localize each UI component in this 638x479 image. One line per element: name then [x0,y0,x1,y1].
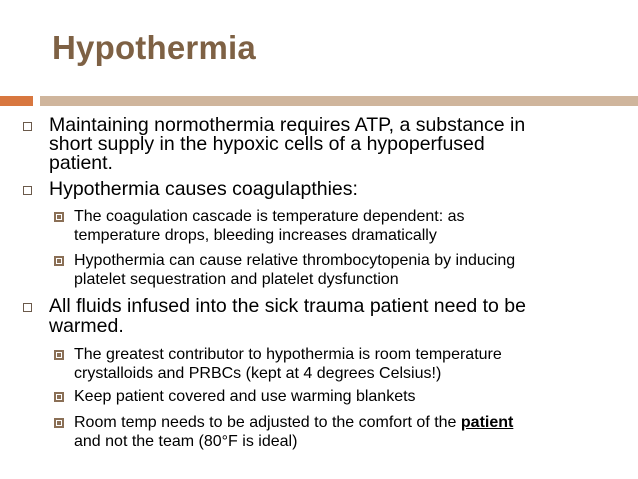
subbullet-3-3-line-1 [74,415,513,431]
filled-square-bullet-icon [54,212,64,222]
emphasis-patient: patient [460,414,514,431]
subbullet-3-1-line-2: crystalloids and PRBCs (kept at 4 degrees Celsius!) [74,365,442,382]
bullet-1-line-2: short supply in the hypoxic cells of a hypoperfused [49,133,485,155]
bullet-3-line-1: All fluids infused into the sick trauma patient need to be [49,295,526,317]
subbullet-2-2-line-2: platelet sequestration and platelet dysfunction [74,271,399,288]
filled-square-bullet-icon [54,350,64,360]
subbullet-2-1-line-2: temperature drops, bleeding increases dramatically [74,227,437,244]
subbullet-3-3-prefix: Room temp needs to be adjusted to the comfort of the [74,414,461,431]
subbullet-3-1-line-1: The greatest contributor to hypothermia is room temperature [74,346,502,363]
filled-square-bullet-icon [54,418,64,428]
bullet-1-line-3: patient. [49,152,113,174]
accent-bar-rule [40,96,638,106]
filled-square-bullet-icon [54,256,64,266]
bullet-1-line-1: Maintaining normothermia requires ATP, a substance in [49,114,526,136]
hollow-square-bullet-icon [23,122,32,131]
hollow-square-bullet-icon [23,303,32,312]
subbullet-3-2-line-1: Keep patient covered and use warming blankets [74,388,416,405]
subbullet-2-2-line-1: Hypothermia can cause relative thrombocytopenia by inducing [74,252,516,269]
filled-square-bullet-icon [54,392,64,402]
slide-title: Hypothermia [52,29,256,66]
bullet-3-line-2: warmed. [49,315,124,337]
subbullet-3-3-line-2: and not the team (80°F is ideal) [74,433,298,450]
subbullet-2-1-line-1: The coagulation cascade is temperature dependent: as [74,208,465,225]
accent-bar-left [0,96,33,106]
bullet-2-line-1: Hypothermia causes coagulapthies: [49,178,358,200]
hollow-square-bullet-icon [23,186,32,195]
